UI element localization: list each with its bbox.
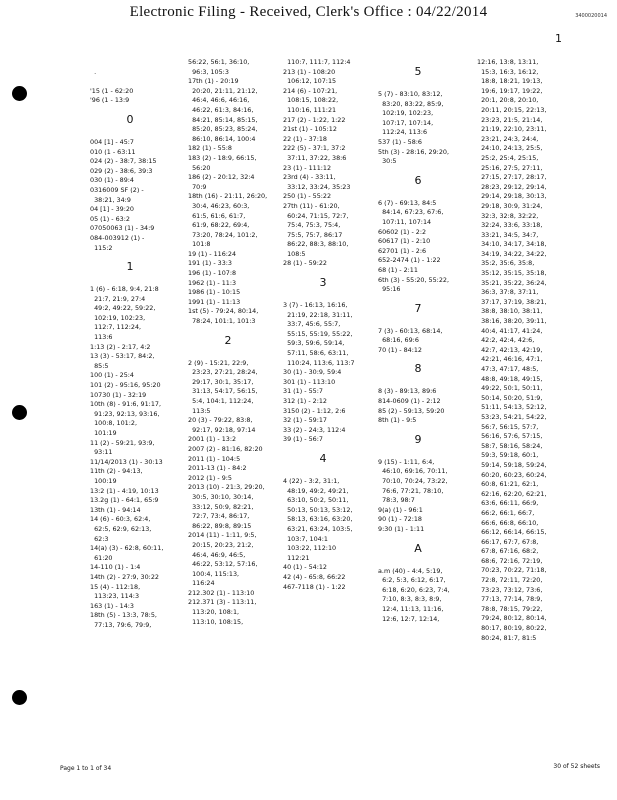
index-entry: 23:23, 21:5, 21:14,	[477, 115, 543, 124]
index-entry: 34:10, 34:17, 34:18,	[477, 240, 547, 249]
index-entry: 56:20	[188, 163, 211, 172]
index-entry: 12:6, 12:7, 12:14,	[378, 614, 440, 623]
index-entry: .	[90, 67, 97, 76]
footer-sheet-count: 30 of 52 sheets	[553, 763, 600, 770]
index-entry: 66:12, 66:14, 66:15,	[477, 528, 547, 537]
index-column-1	[90, 58, 178, 630]
index-entry: 70 (1) - 84:12	[378, 345, 423, 354]
index-entry: 40:4, 41:17, 41:24,	[477, 326, 543, 335]
section-letter-heading: 3	[319, 276, 327, 290]
index-entry	[90, 58, 178, 68]
index-entry: 18:8, 18:21, 19:13,	[477, 77, 543, 86]
index-entry: 60:20, 60:23, 60:24,	[477, 470, 547, 479]
index-entry: 76:6, 77:21, 78:10,	[378, 486, 444, 495]
index-entry: 5th (3) - 28:16, 29:20,	[378, 147, 450, 156]
index-entry: 100:8, 101:2,	[90, 419, 137, 428]
index-entry: 113:23, 114:3	[90, 592, 140, 601]
index-entry: 029 (2) - 38:6, 39:3	[90, 166, 153, 175]
index-entry: 27th (11) - 61:20,	[283, 201, 340, 210]
index-entry: 86:22, 89:8, 89:15	[188, 521, 252, 530]
index-entry: 60:24, 71:15, 72:7,	[283, 211, 349, 220]
index-entry: 11th (2) - 94:13,	[90, 467, 143, 476]
index-entry: 75:5, 75:7, 86:17	[283, 230, 343, 239]
index-entry: 212.371 (3) - 113:11,	[188, 598, 257, 607]
index-entry: 77:13, 79:6, 79:9,	[90, 620, 152, 629]
index-entry: 32:3, 32:8, 32:22,	[477, 211, 539, 220]
index-entry: 58:7, 58:16, 58:24,	[477, 441, 543, 450]
index-entry: 23:23, 27:21, 28:24,	[188, 368, 258, 377]
index-entry: 30:4, 46:23, 60:3,	[188, 201, 250, 210]
index-entry: 24:10, 24:13, 25:5,	[477, 144, 543, 153]
index-entry: 33:12, 50:9, 82:21,	[188, 502, 254, 511]
index-entry: 95:16	[378, 285, 401, 294]
index-entry: 8th (1) - 9:5	[378, 416, 417, 425]
index-entry: 04 [1] - 39:20	[90, 205, 135, 214]
index-entry: '96 (1 - 13:9	[90, 96, 130, 105]
index-entry: 33:7, 45:6, 55:7,	[283, 320, 341, 329]
index-entry: 28:23, 29:12, 29:14,	[477, 182, 547, 191]
index-entry: 21st (1) - 105:12	[283, 125, 337, 134]
index-entry: 72:8, 72:11, 72:20,	[477, 576, 543, 585]
section-letter-heading: 0	[126, 112, 134, 126]
index-entry: 56:22, 56:1, 36:10,	[188, 58, 250, 66]
index-entry: 113:20, 108:1,	[188, 608, 240, 617]
index-entry: 101:19	[90, 429, 117, 437]
index-entry: 60617 (1) - 2:10	[378, 237, 431, 246]
index-entry: 14 (6) - 60:3, 62:4,	[90, 515, 151, 524]
index-entry: 101:8	[188, 240, 211, 249]
index-entry: 191 (1) - 33:3	[188, 259, 233, 268]
index-entry: 30:5	[378, 157, 397, 166]
index-entry: 21:7, 21:9, 27:4	[90, 294, 146, 303]
index-entry: 67:8, 67:16, 68:2,	[477, 547, 539, 556]
index-entry: 46:22, 61:3, 84:16,	[188, 105, 254, 114]
index-entry: 2014 (11) - 1:11, 9:5,	[188, 531, 257, 540]
index-entry: 66:17, 67:7, 67:8,	[477, 537, 539, 546]
index-entry: 112:21	[283, 553, 310, 562]
index-entry: a.m (40) - 4:4, 5:19,	[378, 566, 443, 575]
index-entry: 30:5, 30:10, 30:14,	[188, 492, 254, 501]
index-entry: 9:30 (1) - 1:11	[378, 525, 425, 533]
index-entry: 23 (1) - 111:12	[283, 163, 332, 172]
index-entry: 101 (2) - 95:16, 95:20	[90, 381, 161, 390]
section-letter-heading: 1	[126, 260, 134, 274]
index-entry: 27:15, 27:17, 28:17,	[477, 173, 547, 182]
index-entry: 21:19, 22:10, 23:11,	[477, 125, 547, 134]
section-letter-heading: A	[414, 541, 422, 555]
index-entry: 9 (15) - 1:11, 6:4,	[378, 457, 435, 466]
index-entry: 63:6, 66:11, 66:9,	[477, 499, 539, 508]
index-entry: 62701 (1) - 2:6	[378, 246, 427, 255]
index-entry: 34:19, 34:22, 34:22,	[477, 249, 547, 258]
index-entry: 23:21, 24:3, 24:4,	[477, 134, 539, 143]
index-entry: 17th (1) - 20:19	[188, 77, 239, 86]
index-entry: 652-2474 (1) - 1:22	[378, 256, 441, 265]
index-entry: 6 (7) - 69:13, 84:5	[378, 198, 437, 207]
index-entry: 108:5	[283, 249, 306, 258]
index-entry: 2012 (1) - 9:5	[188, 473, 233, 482]
index-entry: 50:13, 50:13, 53:12,	[283, 505, 353, 514]
index-entry: 21:19, 22:18, 31:11,	[283, 310, 353, 319]
index-entry: 7 (3) - 60:13, 68:14,	[378, 326, 443, 335]
index-entry: 80:24, 81:7, 81:5	[477, 633, 537, 642]
index-entry: 11/14/2013 (1) - 30:13	[90, 457, 163, 466]
index-entry: 103:7, 104:1	[283, 534, 328, 543]
index-entry: 62:3	[90, 534, 109, 543]
index-entry: 66:6, 66:8, 66:10,	[477, 518, 539, 527]
index-entry: 29:17, 30:1, 35:17,	[188, 377, 254, 386]
index-entry: 1962 (1) - 11:3	[188, 278, 237, 287]
index-entry: 59:3, 59:18, 60:1,	[477, 451, 539, 460]
index-entry: 31 (1) - 55:7	[283, 387, 323, 396]
index-entry: 13th (1) - 94:14	[90, 505, 141, 514]
index-entry: 91:23, 92:13, 93:16,	[90, 409, 160, 418]
index-entry: 92:17, 92:18, 97:14	[188, 425, 256, 434]
index-entry: 61:9, 68:22, 69:4,	[188, 221, 250, 230]
index-entry: 19:6, 19:17, 19:22,	[477, 86, 543, 95]
index-entry: 70:9	[188, 182, 207, 191]
index-entry: 75:4, 75:3, 75:4,	[283, 221, 341, 230]
section-letter-heading: 9	[414, 432, 422, 446]
index-entry: 68:6, 72:16, 72:19,	[477, 556, 543, 565]
index-entry: 116:24	[188, 579, 215, 588]
index-entry: 62:5, 62:9, 62:13,	[90, 524, 152, 533]
index-entry: 72:7, 73:4, 86:17,	[188, 512, 250, 521]
index-entry: 10th (8) - 91:6, 91:17,	[90, 400, 162, 409]
index-entry: 2011 (1) - 104:5	[188, 454, 241, 463]
index-entry: 83:20, 83:22, 85:9,	[378, 99, 444, 108]
index-entry: 0316009 SF (2) -	[90, 185, 144, 194]
index-entry: 33 (2) - 24:3, 112:4	[283, 425, 346, 434]
index-entry: 37:17, 37:19, 38:21,	[477, 297, 547, 306]
index-entry: 56:16, 57:6, 57:15,	[477, 432, 543, 441]
index-entry: 25:16, 27:5, 27:11,	[477, 163, 543, 172]
index-entry: 47:3, 47:17, 48:5,	[477, 365, 539, 373]
section-letter-heading: 6	[414, 173, 422, 187]
index-entry: 25:2, 25:4, 25:15,	[477, 153, 539, 162]
index-entry: 93:11	[90, 448, 113, 457]
index-entry: 42:21, 46:16, 47:1,	[477, 355, 543, 364]
index-entry: 46:10, 69:16, 70:11,	[378, 467, 448, 476]
index-entry: 12:4, 11:13, 11:16,	[378, 604, 444, 613]
index-entry: 36:3, 37:8, 37:11,	[477, 288, 539, 297]
index-entry: 112:7, 112:24,	[90, 323, 142, 332]
document-id: 3400020014	[575, 13, 607, 19]
index-entry: 20:20, 21:11, 21:12,	[188, 86, 258, 95]
index-entry: 31:13, 54:17, 56:15,	[188, 387, 258, 396]
index-entry: 59:3, 59:6, 59:14,	[283, 339, 345, 348]
index-entry: 2007 (2) - 81:16, 82:20	[188, 444, 263, 453]
index-entry: 4 (22) - 3:2, 31:1,	[283, 476, 340, 485]
index-entry: 010 (1 - 63:11	[90, 147, 136, 156]
index-entry: 22 (1) - 37:18	[283, 134, 328, 143]
index-entry: 14(a) (3) - 62:8, 60:11,	[90, 544, 164, 553]
index-entry: 56:7, 56:15, 57:7,	[477, 422, 539, 431]
index-entry: 212.302 (1) - 113:10	[188, 588, 255, 597]
index-entry: 68:16, 69:6	[378, 336, 419, 345]
index-entry: 11 (2) - 59:21, 93:9,	[90, 438, 155, 447]
index-entry: 73:23, 73:12, 73:6,	[477, 585, 543, 594]
index-entry: 70:23, 70:22, 71:18,	[477, 566, 547, 575]
index-entry: 2013 (10) - 21:3, 29:20,	[188, 483, 265, 492]
page-number: 1	[555, 32, 562, 45]
index-entry: 250 (1) - 55:22	[283, 192, 332, 201]
index-entry: 29:14, 29:18, 30:13,	[477, 192, 547, 201]
index-entry: 3 (7) - 16:13, 16:16,	[283, 301, 348, 310]
index-entry: 3150 (2) - 1:12, 2:6	[283, 406, 346, 415]
section-letter-heading: 8	[414, 362, 422, 376]
index-entry: 57:11, 58:6, 63:11,	[283, 349, 349, 358]
index-entry: 107:17, 107:14,	[378, 118, 434, 127]
index-entry: 20:1, 20:8, 20:10,	[477, 96, 539, 105]
index-entry: 80:17, 80:19, 80:22,	[477, 624, 547, 633]
index-column-3	[283, 58, 371, 592]
index-entry: 77:13, 77:14, 78:9,	[477, 595, 543, 604]
index-entry: 2 (9) - 15:21, 22:9,	[188, 358, 249, 367]
index-entry: 37:11, 37:22, 38:6	[283, 153, 347, 162]
index-entry: 84:14, 67:23, 67:6,	[378, 208, 444, 217]
index-entry: 78:8, 78:15, 79:22,	[477, 604, 543, 613]
index-entry: 85:20, 85:23, 85:24,	[188, 125, 258, 134]
index-column-5	[477, 58, 565, 643]
section-letter-heading: 2	[224, 333, 232, 347]
index-entry: 46:4, 46:9, 46:5,	[188, 550, 246, 559]
index-entry: 5 (7) - 83:10, 83:12,	[378, 90, 443, 98]
index-entry: 186 (2) - 20:12, 32:4	[188, 173, 255, 182]
index-entry: 12:16, 13:8, 13:11,	[477, 58, 539, 66]
index-entry: 23rd (4) - 33:11,	[283, 173, 336, 182]
index-column-4	[378, 58, 466, 624]
index-entry: 100:4, 115:13,	[188, 569, 240, 578]
index-entry: 48:19, 49:2, 49:21,	[283, 486, 349, 495]
index-entry: 6th (3) - 55:20, 55:22,	[378, 275, 450, 284]
index-entry: 73:20, 78:24, 101:2,	[188, 230, 258, 239]
index-entry: 85 (2) - 59:13, 59:20	[378, 406, 445, 415]
index-entry: 7:10, 8:3, 8:3, 8:9,	[378, 595, 442, 604]
index-entry: 79:24, 80:12, 80:14,	[477, 614, 547, 623]
index-entry: 13:2 (1) - 4:19, 10:13	[90, 486, 159, 495]
index-entry: 33:12, 33:24, 35:23	[283, 182, 351, 191]
index-entry: 182 (1) - 55:8	[188, 144, 233, 153]
index-entry: 33:21, 34:5, 34:7,	[477, 230, 539, 239]
index-entry: 78:3, 98:7	[378, 496, 415, 505]
index-entry: 103:22, 112:10	[283, 544, 337, 553]
index-entry: 05 (1) - 63:2	[90, 214, 130, 223]
index-entry: 1:13 (2) - 2:17, 4:2	[90, 342, 151, 351]
index-entry: 004 [1] - 45:7	[90, 137, 135, 146]
index-entry: 35:12, 35:15, 35:18,	[477, 269, 547, 278]
index-entry: 112:24, 113:6	[378, 128, 428, 137]
index-entry: 85:5	[90, 361, 109, 370]
index-entry: 48:8, 49:18, 49:15,	[477, 374, 543, 383]
section-letter-heading: 4	[319, 451, 327, 465]
index-entry: 222 (5) - 37:1, 37:2	[283, 144, 346, 153]
index-entry: 46:22, 53:12, 57:16,	[188, 560, 258, 569]
index-entry: 90 (1) - 72:18	[378, 515, 423, 524]
index-entry: 024 (2) - 38:7, 38:15	[90, 157, 157, 166]
index-entry: 96:3, 105:3	[188, 67, 229, 76]
index-entry: 1 (6) - 6:18, 9:4, 21:8	[90, 285, 159, 294]
index-entry: 42:7, 42:13, 42:19,	[477, 345, 543, 354]
index-entry: 61:20	[90, 553, 113, 562]
index-entry: 115:2	[90, 243, 113, 252]
index-entry: 40 (1) - 54:12	[283, 563, 328, 572]
index-entry: 106:12, 107:15	[283, 77, 337, 86]
index-entry: 196 (1) - 107:8	[188, 269, 237, 278]
index-entry: 58:13, 63:16, 63:20,	[283, 515, 353, 524]
binder-hole-icon	[12, 86, 27, 101]
index-entry: 10730 (1) - 32:19	[90, 390, 147, 399]
index-entry: 113:6	[90, 333, 113, 342]
index-entry: 2011-13 (1) - 84:2	[188, 464, 247, 473]
index-entry: 1986 (1) - 10:15	[188, 288, 241, 297]
index-entry: 07050063 (1) - 34:9	[90, 224, 155, 233]
index-entry: 15:3, 16:3, 16:12,	[477, 67, 539, 76]
index-entry: 50:14, 50:20, 51:9,	[477, 393, 543, 402]
index-entry: 15 (4) - 112:18,	[90, 582, 141, 591]
index-entry: 467-7118 (1) - 1:22	[283, 582, 346, 591]
index-entry: 20:11, 20:15, 22:13,	[477, 105, 547, 114]
index-entry: 42:2, 42:4, 42:6,	[477, 336, 535, 345]
index-entry: 86:10, 86:14, 100:4	[188, 134, 256, 143]
index-entry: 537 (1) - 58:6	[378, 137, 423, 146]
index-entry: 5:4, 104:1, 112:24,	[188, 397, 254, 405]
index-entry: 102:19, 102:23,	[378, 109, 434, 118]
index-entry: 14-110 (1) - 1:4	[90, 563, 141, 572]
index-entry: 14th (2) - 27:9, 30:22	[90, 572, 159, 581]
index-entry: 030 (1) - 89:4	[90, 176, 135, 185]
index-entry: 38:8, 38:10, 38:11,	[477, 307, 543, 316]
section-letter-heading: 5	[414, 65, 422, 78]
index-entry: 2001 (1) - 13:2	[188, 435, 237, 444]
filing-header: Electronic Filing - Received, Clerk's Office : 04/22/2014	[129, 4, 488, 20]
binder-hole-icon	[12, 405, 27, 420]
index-entry: 19 (1) - 116:24	[188, 249, 237, 258]
index-entry: 110:24, 113:6, 113:7	[283, 358, 355, 367]
index-entry: 29:18, 30:9, 31:24,	[477, 201, 543, 210]
index-entry: 60:8, 61:21, 62:1,	[477, 480, 539, 489]
index-entry: 6:18, 6:20, 6:23, 7:4,	[378, 585, 450, 594]
index-entry: 49:22, 50:1, 50:11,	[477, 384, 543, 393]
index-entry: 110:7, 111:7, 112:4	[283, 58, 351, 66]
index-entry: 35:2, 35:6, 35:8,	[477, 259, 535, 268]
index-entry: 107:11, 107:14	[378, 217, 432, 226]
index-entry: 38:21, 34:9	[90, 195, 131, 204]
index-entry: 60602 (1) - 2:2	[378, 227, 427, 236]
index-entry: 301 (1) - 113:10	[283, 377, 336, 386]
index-entry: 13.2g (1) - 64:1, 65:9	[90, 496, 159, 505]
index-entry: 20:15, 20:23, 21:2,	[188, 540, 254, 549]
binder-hole-icon	[12, 690, 27, 705]
index-entry: 63:21, 63:24, 103:5,	[283, 524, 353, 533]
index-entry: 70:10, 70:24, 73:22,	[378, 477, 448, 486]
index-entry: 49:2, 49:22, 59:22,	[90, 304, 156, 313]
index-entry	[90, 77, 178, 87]
index-entry: 1991 (1) - 11:13	[188, 297, 241, 306]
index-entry: 814-0609 (1) - 2:12	[378, 397, 441, 406]
index-entry: 100 (1) - 25:4	[90, 371, 135, 380]
index-entry: 28 (1) - 59:22	[283, 259, 328, 268]
index-entry: 66:2, 66:1, 66:7,	[477, 508, 535, 517]
index-column-2	[188, 58, 276, 627]
index-entry: 39 (1) - 56:7	[283, 435, 323, 444]
index-entry: 61:5, 61:6, 61:7,	[188, 211, 246, 220]
index-entry: 38:16, 38:20, 39:11,	[477, 317, 547, 326]
index-entry: 1st (5) - 79:24, 80:14,	[188, 307, 259, 316]
index-entry: 183 (2) - 18:9, 66:15,	[188, 153, 257, 162]
index-entry: 110:16, 111:21	[283, 105, 337, 114]
index-entry: 46:4, 46:6, 46:16,	[188, 96, 250, 105]
index-entry: 53:23, 54:21, 54:22,	[477, 412, 547, 421]
index-entry: 59:14, 59:18, 59:24,	[477, 460, 547, 469]
index-entry: 20 (3) - 79:22, 83:8,	[188, 416, 253, 425]
index-entry: 113:5	[188, 406, 211, 415]
index-entry: 51:11, 54:13, 52:12,	[477, 403, 547, 412]
index-entry: 42 (4) - 65:8, 66:22	[283, 572, 346, 581]
index-entry: 100:19	[90, 476, 117, 485]
index-entry: 84:21, 85:14, 85:15,	[188, 115, 258, 124]
index-entry: 6:2, 5:3, 6:12, 6:17,	[378, 576, 446, 585]
index-entry: 312 (1) - 2:12	[283, 397, 328, 405]
index-entry: 30 (1) - 30:9, 59:4	[283, 368, 342, 377]
index-entry: 163 (1) - 14:3	[90, 601, 135, 610]
index-entry: 108:15, 108:22,	[283, 96, 339, 105]
index-entry: 214 (6) - 107:21,	[283, 86, 338, 95]
index-entry: 13 (3) - 53:17, 84:2,	[90, 352, 155, 361]
index-entry: 18th (16) - 21:11, 26:20,	[188, 192, 268, 201]
index-entry: 86:22, 88:3, 88:10,	[283, 240, 349, 249]
index-entry: 9(a) (1) - 96:1	[378, 505, 423, 514]
index-entry: 213 (1) - 108:20	[283, 67, 336, 76]
index-entry: 78:24, 101:1, 101:3	[188, 317, 256, 326]
index-entry: 35:21, 35:22, 36:24,	[477, 278, 547, 287]
index-entry: 68 (1) - 2:11	[378, 265, 418, 274]
index-entry: 084-003912 (1) -	[90, 233, 145, 242]
index-entry: 55:15, 55:19, 55:22,	[283, 329, 353, 338]
footer-page-range: Page 1 to 1 of 34	[60, 765, 112, 772]
index-entry: 62:16, 62:20, 62:21,	[477, 489, 547, 498]
section-letter-heading: 7	[414, 301, 422, 315]
index-entry: 217 (2) - 1:22, 1:22	[283, 115, 346, 124]
index-entry: '15 (1 - 62:20	[90, 86, 134, 95]
index-entry: 32 (1) - 59:17	[283, 416, 328, 425]
index-entry: 102:19, 102:23,	[90, 313, 146, 322]
index-entry: 32:24, 33:6, 33:18,	[477, 221, 543, 230]
index-entry: 18th (5) - 13:3, 78:5,	[90, 611, 157, 620]
index-entry: 63:10, 50:2, 50:11,	[283, 496, 349, 505]
index-entry: 8 (3) - 89:13, 89:6	[378, 387, 437, 396]
index-entry: 113:10, 108:15,	[188, 617, 244, 626]
